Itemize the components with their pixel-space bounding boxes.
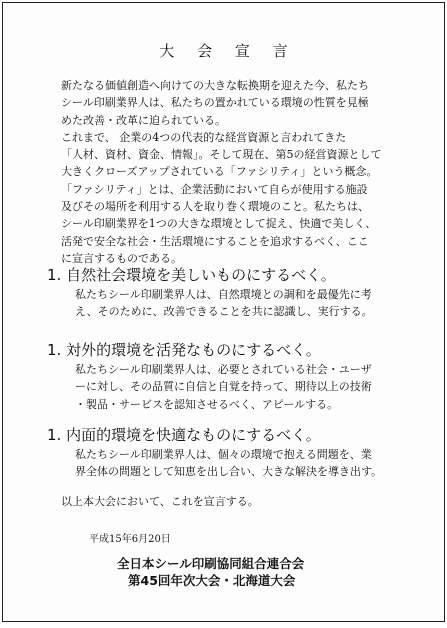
intro-line: 新たなる価値創造へ向けての大きな転換期を迎えた今、私たち <box>61 79 369 92</box>
resolution-line: 界全体の問題として知恵を出し合い、大きな解決を導き出す。 <box>75 465 383 479</box>
resolution-line: ・製品・サービスを認知させるべく、アピールする。 <box>75 397 339 411</box>
resolution-text-1 <box>75 286 405 321</box>
resolution-text-2 <box>75 361 405 413</box>
resolution-heading-3: 1. 内面的環境を快適なものにするべく。 <box>47 426 321 444</box>
resolution-text-3 <box>75 446 405 481</box>
intro-line: シール印刷業界を1つの大きな環境として捉え、快適で美しく、 <box>61 217 377 231</box>
resolution-line: 私たちシール印刷業界人は、必要とされている社会・ユーザ <box>75 363 372 376</box>
intro-paragraph <box>61 77 401 267</box>
resolution-line: ーに対し、その品質に自信と自覚を持って、期待以上の技術 <box>75 380 372 394</box>
closing-statement <box>61 493 401 510</box>
intro-line: 「人材、資材、資金、情報」。そして現在、第5の経営資源として <box>61 148 382 162</box>
intro-line: 及びその場所を利用する人を取り巻く環境のこと。私たちは、 <box>61 200 369 214</box>
resolution-line: 私たちシール印刷業界人は、自然環境との調和を最優先に考 <box>75 288 372 301</box>
declaration-page <box>2 2 445 622</box>
event-name: 第45回年次大会・北海道大会 <box>128 573 296 588</box>
closing-line: 以上本大会において、これを宣言する。 <box>61 495 259 508</box>
intro-line: めた改善・改革に迫られている。 <box>61 113 226 127</box>
organization-name: 全日本シール印刷協同組合連合会 <box>117 556 305 571</box>
intro-line: これまで、 企業の4つの代表的な経営資源と言われてきた <box>61 130 347 144</box>
document-title: 大 会 宣 言 <box>159 42 297 60</box>
intro-line: に宣言するものである。 <box>61 251 182 265</box>
intro-line: 活発で安全な社会・生活環境にすることを追求するべく、ここ <box>61 234 369 248</box>
resolution-heading-1: 1. 自然社会環境を美しいものにするべく。 <box>47 266 336 284</box>
declaration-date: 平成15年6月20日 <box>89 534 171 545</box>
resolution-line: 私たちシール印刷業界人は、個々の環境で抱える問題を、業 <box>75 448 372 461</box>
intro-line: 「ファシリティ」とは、企業活動において自らが使用する施設 <box>61 182 368 196</box>
resolution-line: え、そのために、改善できることを共に認識し、実行する。 <box>75 305 373 319</box>
intro-line: 大きくクローズアップされている「ファシリティ」という概念。 <box>61 165 378 179</box>
intro-line: シール印刷業界人は、私たちの置かれている環境の性質を見極 <box>61 96 369 110</box>
resolution-heading-2: 1. 対外的環境を活発なものにするべく。 <box>47 341 321 359</box>
